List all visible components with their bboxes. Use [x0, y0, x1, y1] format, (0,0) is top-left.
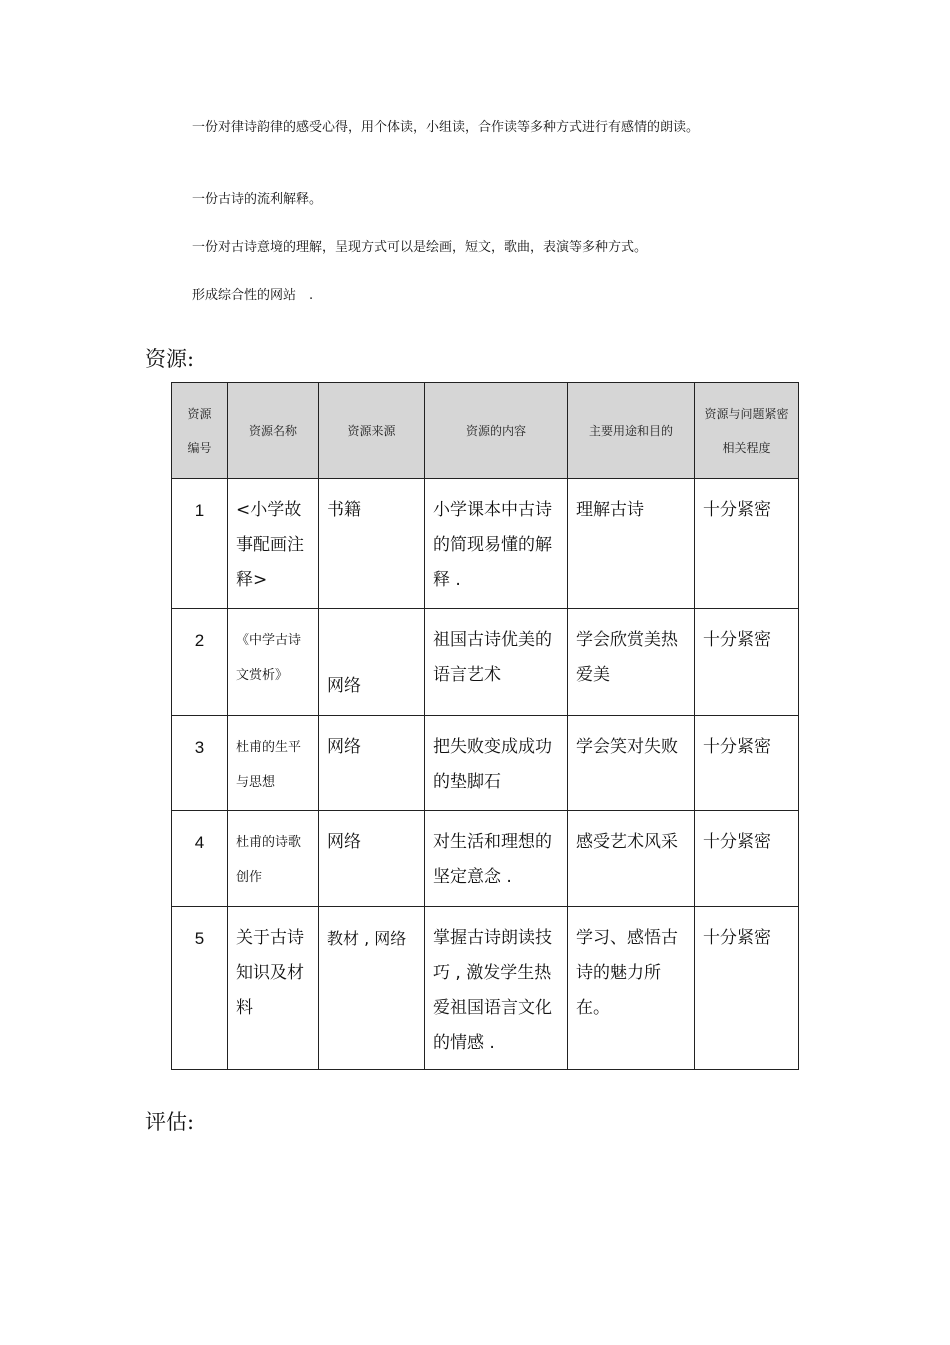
cell-source: 书籍 [319, 479, 425, 609]
cell-no: 3 [172, 716, 228, 811]
cell-source: 网络 [319, 609, 425, 716]
cell-purpose: 学习、感悟古诗的魅力所在。 [568, 907, 695, 1070]
cell-relevance: 十分紧密 [695, 609, 799, 716]
paragraph-reading: 一份对律诗韵律的感受心得，用个体读，小组读，合作读等多种方式进行有感情的朗读。 [192, 120, 700, 135]
cell-content: 祖国古诗优美的语言艺术 [425, 609, 568, 716]
cell-relevance: 十分紧密 [695, 479, 799, 609]
cell-purpose: 学会笑对失败 [568, 716, 695, 811]
table-row [172, 609, 799, 716]
cell-source: 教材 , 网络 [319, 907, 425, 1070]
paragraph-explanation: 一份古诗的流利解释。 [192, 192, 323, 207]
cell-content: 掌握古诗朗读技巧 , 激发学生热爱祖国语言文化的情感 . [425, 907, 568, 1070]
cell-content: 把失败变成成功的垫脚石 [425, 716, 568, 811]
header-resource-id: 资源编号 [172, 383, 228, 479]
cell-name: 关于古诗知识及材料 [228, 907, 319, 1070]
evaluation-heading: 评估: [145, 1110, 195, 1134]
cell-name: 杜甫的诗歌创作 [228, 811, 319, 907]
cell-no: 1 [172, 479, 228, 609]
cell-relevance: 十分紧密 [695, 907, 799, 1070]
paragraph-website: 形成综合性的网站 . [192, 288, 314, 303]
cell-content: 对生活和理想的坚定意念 . [425, 811, 568, 907]
cell-relevance: 十分紧密 [695, 811, 799, 907]
header-relevance: 资源与问题紧密相关程度 [695, 383, 799, 479]
cell-relevance: 十分紧密 [695, 716, 799, 811]
cell-source: 网络 [319, 811, 425, 907]
cell-name: 杜甫的生平与思想 [228, 716, 319, 811]
paragraph-understanding: 一份对古诗意境的理解，呈现方式可以是绘画，短文，歌曲，表演等多种方式。 [192, 240, 648, 255]
cell-purpose: 理解古诗 [568, 479, 695, 609]
table-row [172, 716, 799, 811]
cell-content: 小学课本中古诗的简现易懂的解释 . [425, 479, 568, 609]
cell-name: 《中学古诗文赏析》 [228, 609, 319, 716]
table-header-row [172, 383, 799, 479]
resources-table [171, 382, 799, 1070]
header-resource-content: 资源的内容 [425, 383, 568, 479]
cell-no: 4 [172, 811, 228, 907]
table-row [172, 479, 799, 609]
cell-source: 网络 [319, 716, 425, 811]
cell-purpose: 感受艺术风采 [568, 811, 695, 907]
cell-no: 5 [172, 907, 228, 1070]
cell-name: <小学故事配画注释> [228, 479, 319, 609]
header-purpose: 主要用途和目的 [568, 383, 695, 479]
cell-purpose: 学会欣赏美热爱美 [568, 609, 695, 716]
resources-heading: 资源: [145, 347, 195, 371]
table-row [172, 811, 799, 907]
cell-no: 2 [172, 609, 228, 716]
header-resource-source: 资源来源 [319, 383, 425, 479]
table-row [172, 907, 799, 1070]
header-resource-name: 资源名称 [228, 383, 319, 479]
